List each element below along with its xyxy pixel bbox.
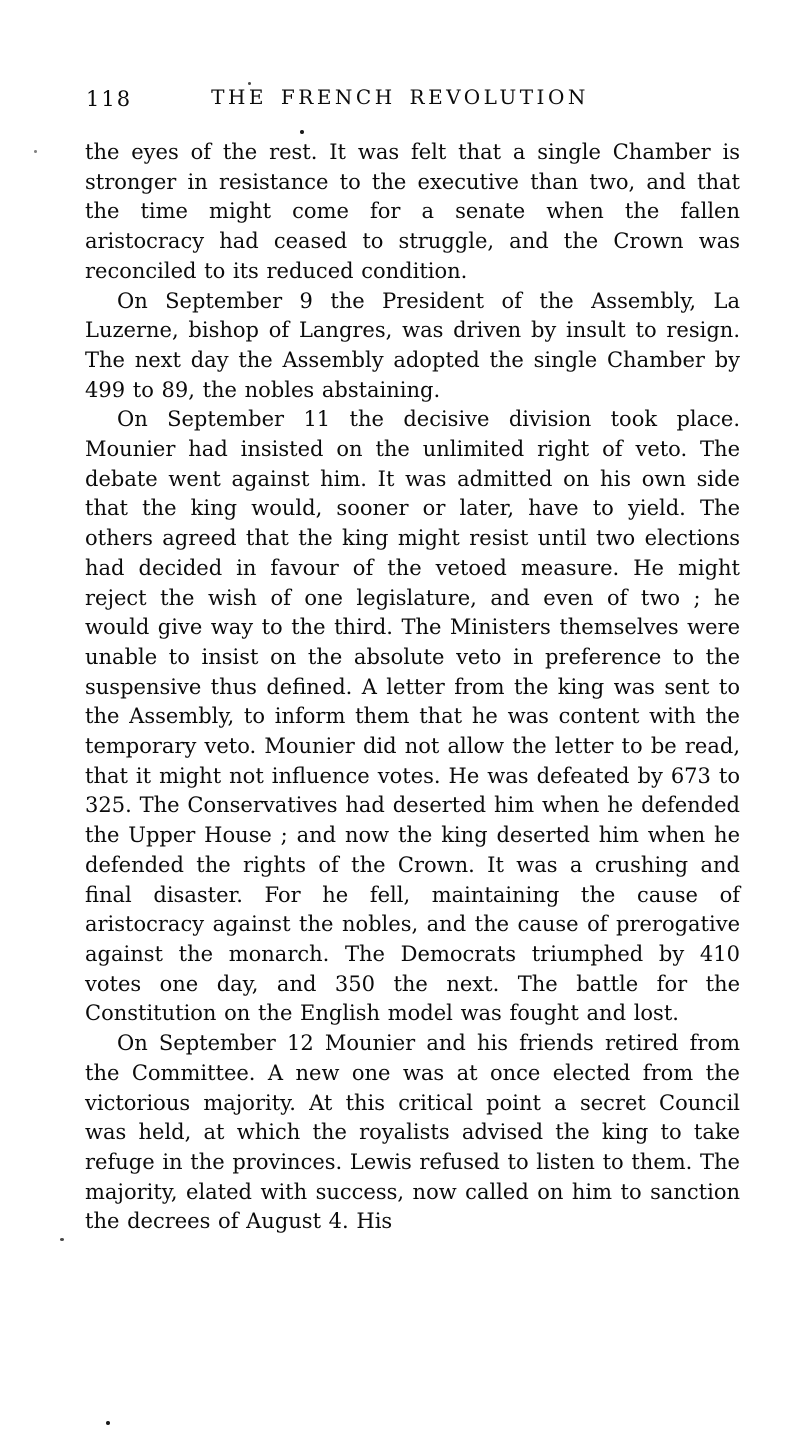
scan-speck — [300, 130, 304, 134]
scan-speck — [106, 1421, 110, 1425]
paragraph-3: On September 11 the decisive division took place. Mounier had insisted on the unlimited right of veto. The debate went against him. It was admitted on his own side that the king would, sooner or later, have to yield. The others agreed that the king might resist until two elections had decided in favour of the vetoed measure. He might reject the wish of one legislature, and even of two ; he would give way to the third. The Ministers themselves were unable to insist on the absolute veto in preference to the suspensive thus defined. A letter from the king was sent to the Assembly, to inform them that he was content with the temporary veto. Mounier did not allow the letter to be read, that it might not influence votes. He was defeated by 673 to 325. The Conservatives had deserted him when he defended the Upper House ; and now the king deserted him when he defended the rights of the Crown. It was a crushing and final disaster. For he fell, maintaining the cause of aristocracy against the nobles, and the cause of prerogative against the monarch. The Democrats triumphed by 410 votes one day, and 350 the next. The battle for the Constitution on the English model was fought and lost. — [85, 407, 740, 1026]
page-body — [85, 138, 740, 1237]
scan-speck — [248, 82, 251, 85]
running-title: THE FRENCH REVOLUTION — [211, 85, 589, 109]
page-header — [0, 84, 800, 114]
page-number: 118 — [86, 87, 133, 111]
paragraph-1: the eyes of the rest. It was felt that a single Chamber is stronger in resistance to the executive than two, and that the time might come for a senate when the fallen aristocracy had ceased to struggle, and the Crown was reconciled to its reduced condition. — [85, 140, 740, 283]
paragraph-4: On September 12 Mounier and his friends retired from the Committee. A new one was at once elected from the victorious majority. At this critical point a secret Council was held, at which the royalists advised the king to take refuge in the provinces. Lewis refused to listen to them. The majority, elated with success, now called on him to sanction the decrees of August 4. His — [85, 1031, 740, 1234]
scan-speck — [60, 1238, 64, 1241]
paragraph-2: On September 9 the President of the Assembly, La Luzerne, bishop of Langres, was driven by insult to resign. The next day the Assembly adopted the single Chamber by 499 to 89, the nobles abstaining. — [85, 288, 740, 402]
scan-speck — [34, 150, 37, 153]
